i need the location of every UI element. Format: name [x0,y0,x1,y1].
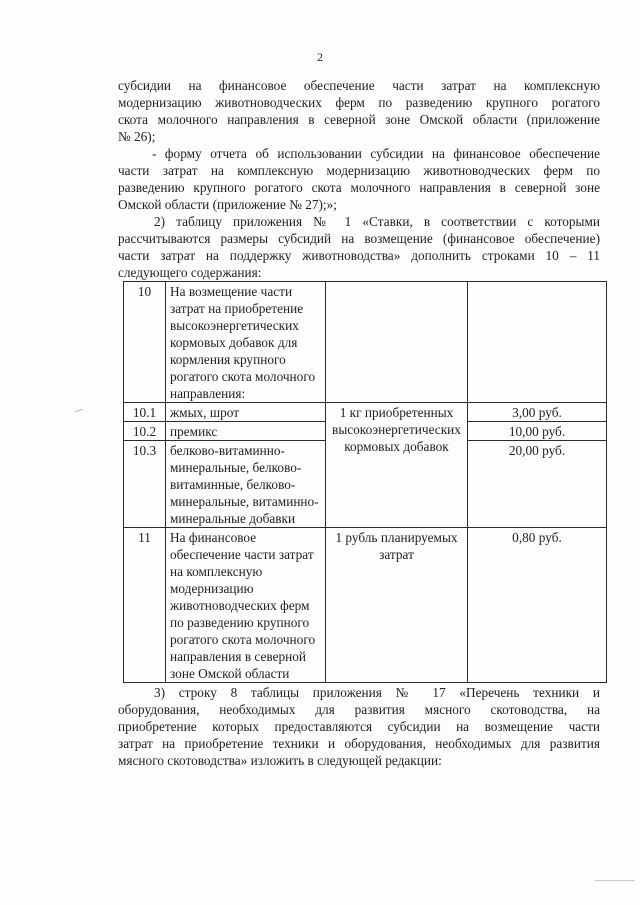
rate-cell: 0,80 руб. [468,528,607,683]
rate-cell: 10,00 руб. [468,422,607,441]
page-number: 2 [317,50,323,64]
row-number: 10.2 [124,422,166,441]
table-row [124,282,607,403]
scan-artifact [75,409,84,415]
row-number: 10.3 [124,441,166,528]
text-line: № 26); [118,129,156,144]
text-line: 2) таблицу приложения № 1 «Ставки, в соответствии с которыми [154,214,600,229]
text-line: затрат на приобретение техники и оборудования, необходимых для развития [118,736,600,751]
rate-cell [468,282,607,403]
text-line: субсидии на финансовое обеспечение части затрат на комплексную [118,78,600,93]
text-line: оборудования, необходимых для развития мясного скотоводства, на [118,702,600,717]
paragraph-subsidy-26 [118,77,600,145]
table-row [124,528,607,683]
text-line: следующего содержания: [118,265,262,280]
text-line: части затрат на поддержку животноводства» дополнить строками 10 – 11 [118,248,600,263]
row-number: 10.1 [124,403,166,422]
text-line: части затрат на комплексную модернизацию животноводческих ферм по [118,163,600,178]
row-name: жмых, шрот [166,403,326,422]
row-number: 10 [124,282,166,403]
table-row [124,403,607,422]
text-line: 3) строку 8 таблицы приложения № 17 «Перечень техники и [154,685,600,700]
scan-artifact [595,880,635,881]
text-line: разведению крупного рогатого скота молочного направления в северной зоне [118,180,600,195]
text-line: приобретение которых предоставляются субсидии на возмещение части [118,719,600,734]
rates-table [123,281,607,683]
paragraph-report-form-27 [116,145,600,162]
text-line: скота молочного направления в северной зоне Омской области (приложение [118,112,600,127]
rate-cell: 3,00 руб. [468,403,607,422]
row-name: премикс [166,422,326,441]
unit-cell [326,282,468,403]
text-line: рассчитываются размеры субсидий на возмещение (финансовое обеспечение) [118,231,600,246]
paragraph-report-form-27-cont [118,162,600,213]
paragraph-item-3-cont [118,701,600,769]
text-line: - форму отчета об использовании субсидии на финансовое обеспечение [152,146,600,161]
row-name: На возмещение части затрат на приобретение высокоэнергетических кормовых добавок для кормления крупного рогатого скота молочного направления: [166,282,326,403]
unit-cell: 1 кг приобретенных высокоэнергетических кормовых добавок [326,403,468,528]
unit-cell: 1 рубль планируемых затрат [326,528,468,683]
text-line: мясного скотоводства» изложить в следующей редакции: [118,753,442,768]
document-body [118,77,600,769]
text-line: Омской области (приложение № 27);»; [118,197,337,212]
row-number: 11 [124,528,166,683]
paragraph-item-2-cont [118,230,600,281]
rate-cell: 20,00 руб. [468,441,607,528]
row-name: белково-витаминно-минеральные, белково-витаминные, белково-минеральные, витаминно-минеральные добавки [166,441,326,528]
row-name: На финансовое обеспечение части затрат на комплексную модернизацию животноводческих ферм по разведению крупного рогатого скота молочного направления в северной зоне Омской области [166,528,326,683]
text-line: модернизацию животноводческих ферм по разведению крупного рогатого [118,95,600,110]
paragraph-item-3 [118,684,600,701]
paragraph-item-2 [118,213,600,230]
